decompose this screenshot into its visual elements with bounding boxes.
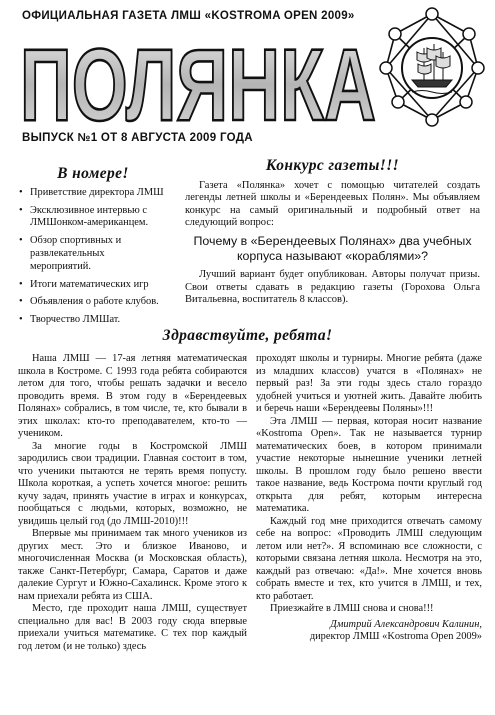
article-heading: Здравствуйте, ребята! <box>162 327 333 344</box>
newspaper-title <box>16 40 381 126</box>
article-paragraph: Место, где проходит наша ЛМШ, существует специально для вас! В 2003 году сюда впервые приехали учиться математике. С тех пор каждый год летом (и не только) здесь <box>18 603 247 652</box>
article-column-left <box>18 353 247 653</box>
contest-section <box>185 157 480 307</box>
signature-name: Дмитрий Александрович Калинин, <box>330 618 482 630</box>
article-paragraph: Каждый год мне приходится отвечать самому себе на вопрос: «Проводить ЛМШ следующим летом или нет?». Я вспоминаю все сложности, с которыми связана летняя школа. Несмотря на это, каждый раз отвечаю: «Да!». Мне хочется вновь собрать вместе и тех, кто учится в ЛМШ, и тех, кто работает. <box>256 515 482 602</box>
contest-heading: Конкурс газеты!!! <box>265 157 400 174</box>
newspaper-subtitle: ОФИЦИАЛЬНАЯ ГАЗЕТА ЛМШ «KOSTROMA OPEN 2009» <box>22 10 355 22</box>
contents-item: • Приветствие директора ЛМШ <box>18 187 168 200</box>
contest-outro: Лучший вариант будет опубликован. Авторы получат призы. Свои ответы сдавать в редакцию газеты (Горохова Ольга Витальевна, воспитатель 8 классов). <box>185 268 480 306</box>
article-paragraph: Впервые мы принимаем так много учеников из других мест. Это и близкое Иваново, и многочисленная Москва (и Московская область), также Санкт-Петербург, Самара, Саратов и даже далекие Сургут и Южно-Сахалинск. Кроме этого к нам приехали ребята из США. <box>18 528 247 602</box>
contest-question: Почему в «Берендеевых Полянах» два учебных корпуса называют «кораблями»? <box>193 233 472 263</box>
contents-heading: В номере! <box>57 165 129 182</box>
article-paragraph: Наша ЛМШ — 17-ая летняя математическая школа в Костроме. С 1993 года ребята собираются летом для того, чтобы решать задачки и весело проводить время. В этом году в «Берендеевых Полянах» собрались, в том числе, те, кто бывали в этих школах: кто-то преподавателем, кто-то — учеником. <box>18 353 247 439</box>
contents-item: • Объявления о работе клубов. <box>18 296 168 309</box>
article-paragraph: Приезжайте в ЛМШ снова и снова!!! <box>270 603 434 614</box>
contents-item: • Итоги математических игр <box>18 279 168 292</box>
issue-number: ВЫПУСК №1 ОТ 8 АВГУСТА 2009 ГОДА <box>22 132 253 144</box>
title-text: ПОЛЯНКА <box>20 40 376 126</box>
ship-emblem-icon <box>372 6 492 128</box>
contents-item: • Творчество ЛМШат. <box>18 314 168 327</box>
article-column-right <box>256 353 482 644</box>
article-paragraph: За многие годы в Костромской ЛМШ зародились свои традиции. Главная состоит в том, что ученики пытаются не терять время попусту. Школа короткая, а успеть хочется многое: решить кучу задач, принять участие в играх и конкурсах, пообщаться с людьми, которых, возможно, не увидишь целый год (до ЛМШ-2010)!!! <box>18 440 247 527</box>
contents-section <box>18 165 168 332</box>
contest-intro: Газета «Полянка» хочет с помощью читателей создать легенды летней школы и «Берендеевых Полян». Мы объявляем конкурс на самый оригинальный и подробный ответ на следующий вопрос: <box>185 179 480 229</box>
contents-item: • Эксклюзивное интервью с ЛМШонком-американцем. <box>18 205 168 231</box>
article-paragraph: проходят школы и турниры. Многие ребята (даже из младших классов) учатся в «Полянах» не первый раз! За эти годы здесь стало гораздо удобней учиться и уютней жить. Давайте любить и беречь наши «Берендеевы Поляны»!!! <box>256 353 482 414</box>
contents-item: • Обзор спортивных и развлекательных мероприятий. <box>18 235 168 273</box>
signature-title: директор ЛМШ «Kostroma Open 2009» <box>309 631 482 642</box>
article-paragraph: Эта ЛМШ — первая, которая носит название «Kostroma Open». Так не называется турнир математических боев, в котором принимали участие некоторые нынешние ученики летней школы. В прошлом году было решено ввести такое название, ведь Кострома почти круглый год открыта для ребят, которым интересна математика. <box>256 415 482 514</box>
